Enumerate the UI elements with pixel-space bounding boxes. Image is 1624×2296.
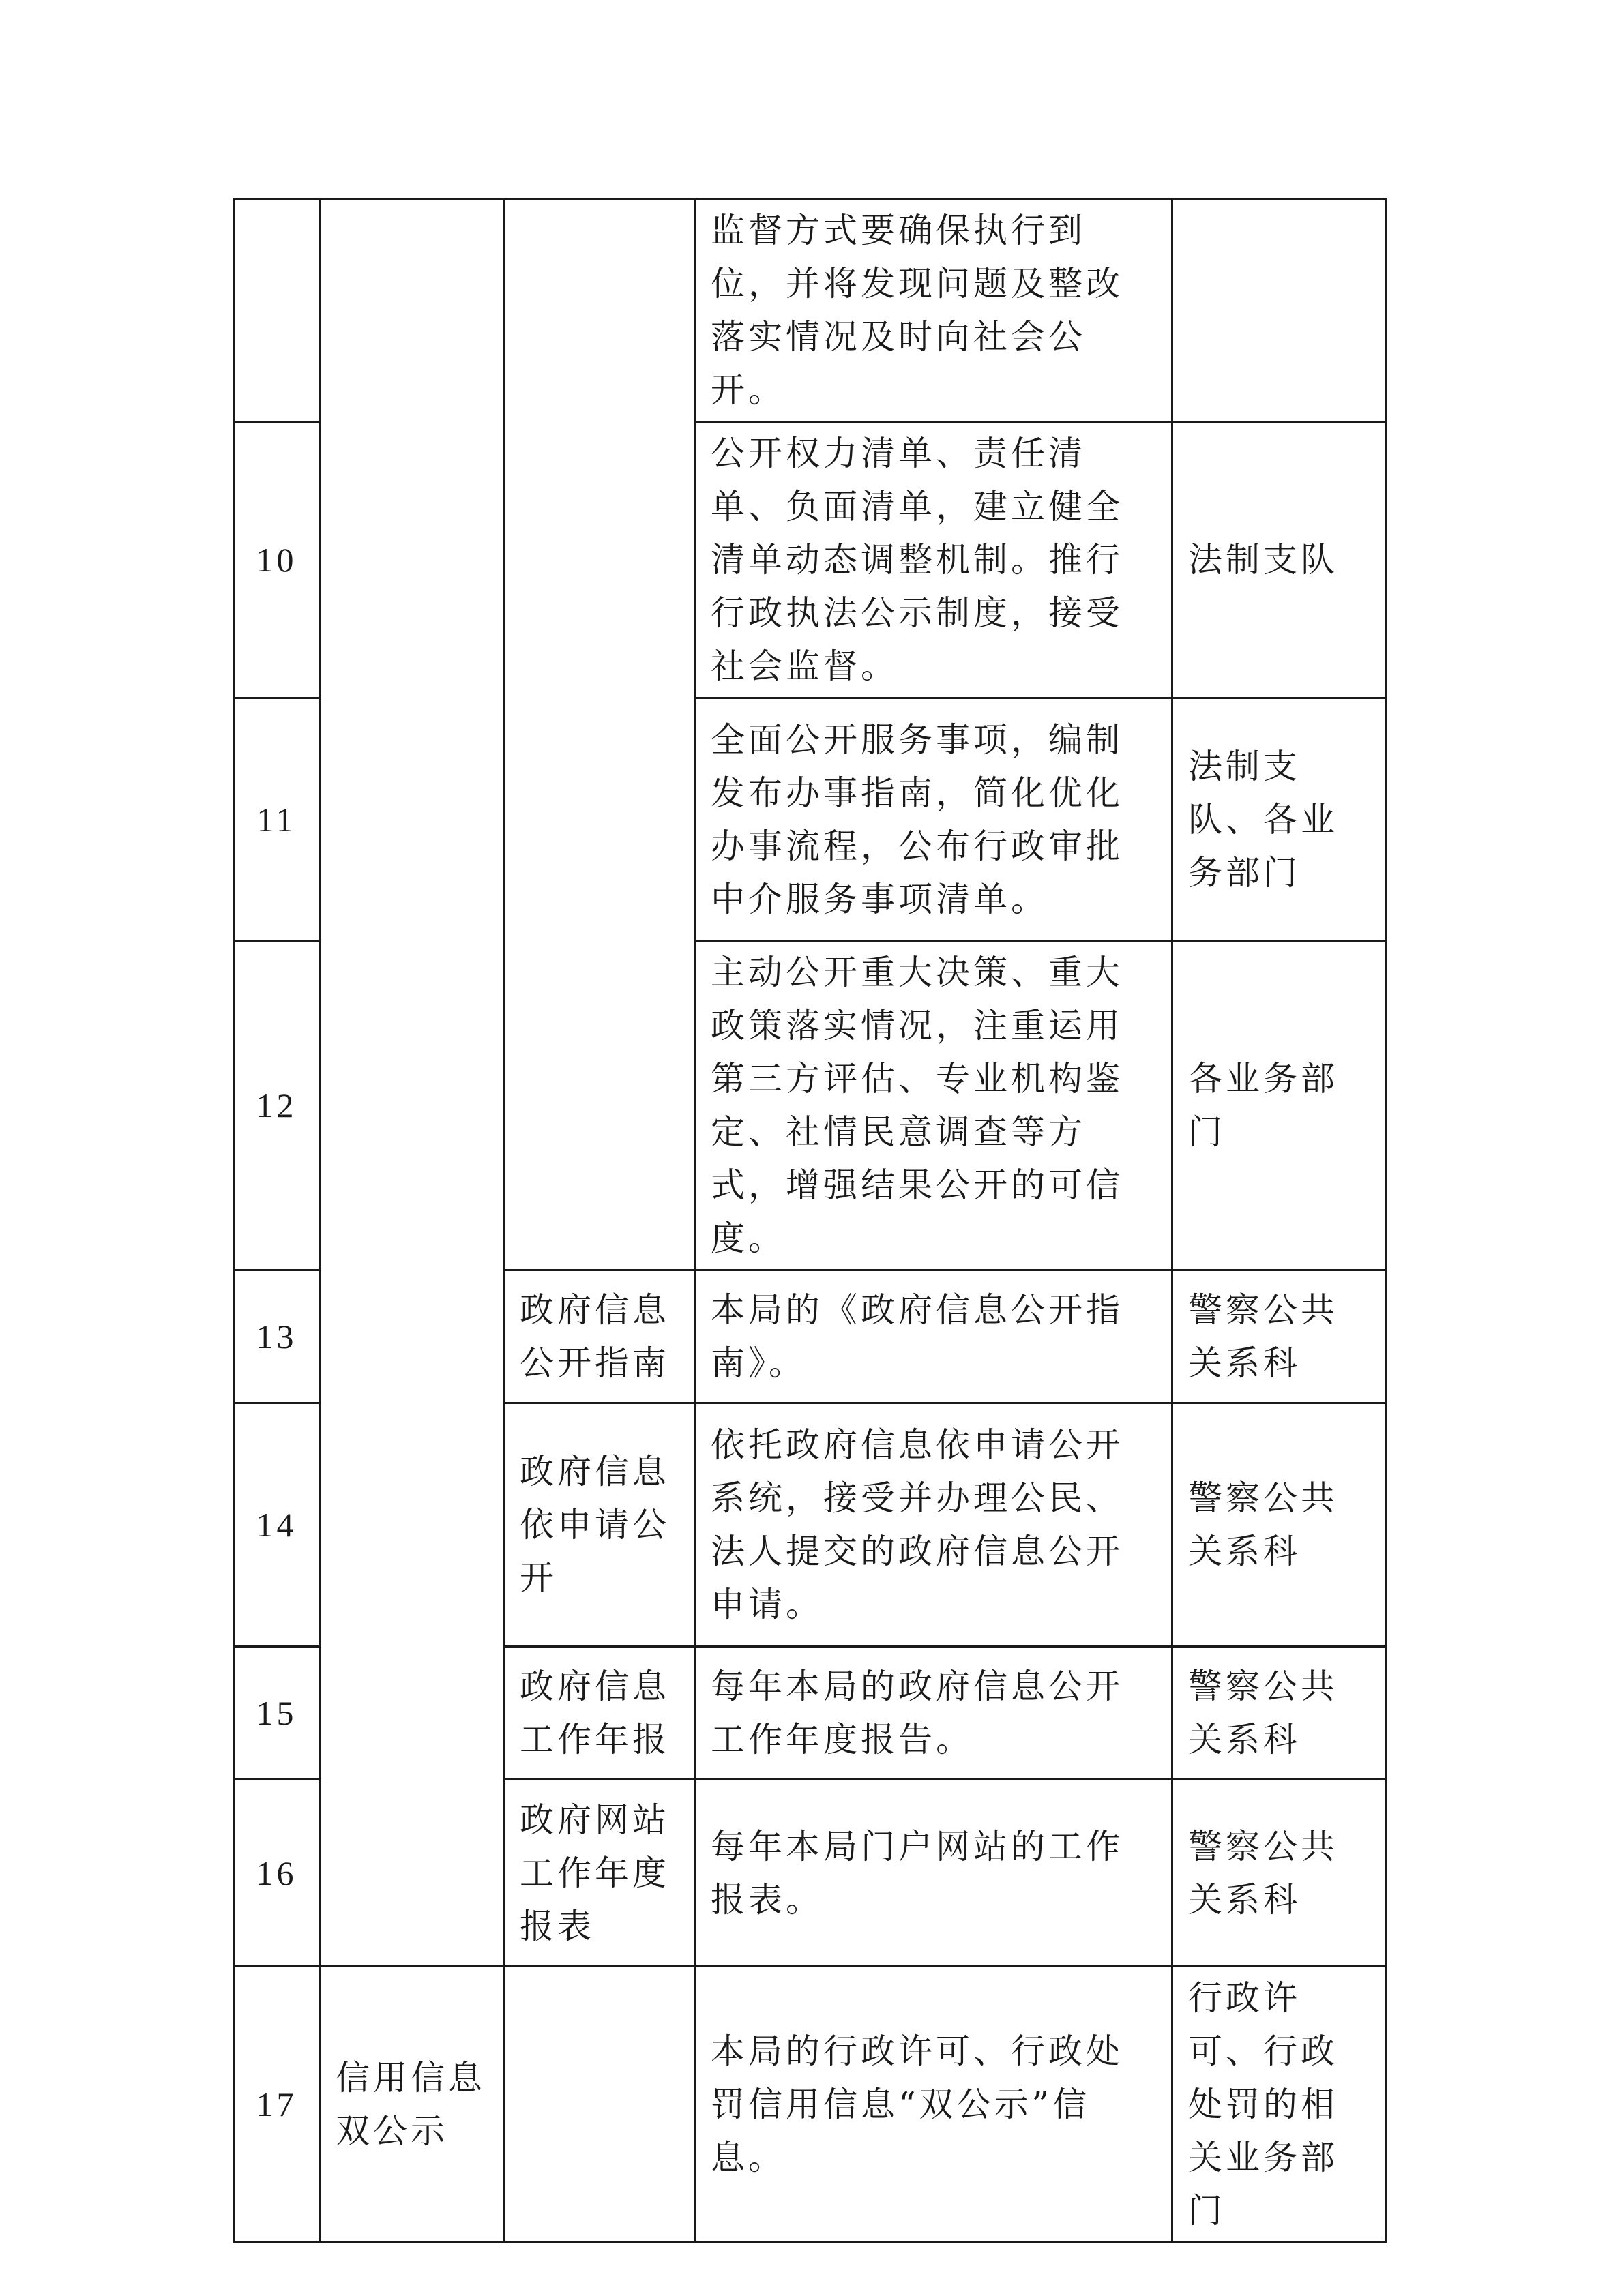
- department-cell: [1172, 199, 1387, 422]
- table-row: [234, 199, 1387, 422]
- content-cell: 本局的《政府信息公开指南》。: [695, 1270, 1172, 1403]
- content-cell: 依托政府信息依申请公开系统，接受并办理公民、法人提交的政府信息公开申请。: [695, 1403, 1172, 1647]
- table-row: [234, 1967, 1387, 2243]
- subcategory-cell: 政府信息公开指南: [504, 1270, 695, 1403]
- content-cell: 监督方式要确保执行到位，并将发现问题及整改落实情况及时向社会公开。: [695, 199, 1172, 422]
- subcategory-cell: [504, 1967, 695, 2243]
- row-number-cell: 16: [234, 1780, 320, 1967]
- department-cell: 法制支队、各业务部门: [1172, 698, 1387, 941]
- content-cell: 本局的行政许可、行政处罚信用信息“双公示”信息。: [695, 1967, 1172, 2243]
- content-cell: 每年本局门户网站的工作报表。: [695, 1780, 1172, 1967]
- content-cell: 每年本局的政府信息公开工作年度报告。: [695, 1647, 1172, 1780]
- department-cell: 警察公共关系科: [1172, 1647, 1387, 1780]
- row-number-cell: 15: [234, 1647, 320, 1780]
- content-cell: 公开权力清单、责任清单、负面清单，建立健全清单动态调整机制。推行行政执法公示制度，接受社会监督。: [695, 422, 1172, 698]
- department-cell: 警察公共关系科: [1172, 1403, 1387, 1647]
- disclosure-table: [233, 198, 1387, 2243]
- department-cell: 警察公共关系科: [1172, 1780, 1387, 1967]
- department-cell: 行政许可、行政处罚的相关业务部门: [1172, 1967, 1387, 2243]
- department-cell: 警察公共关系科: [1172, 1270, 1387, 1403]
- content-cell: 全面公开服务事项，编制发布办事指南，简化优化办事流程，公布行政审批中介服务事项清单。: [695, 698, 1172, 941]
- subcategory-cell: 政府网站工作年度报表: [504, 1780, 695, 1967]
- row-number-cell: 13: [234, 1270, 320, 1403]
- category-cell: [320, 199, 504, 1967]
- department-cell: 法制支队: [1172, 422, 1387, 698]
- subcategory-cell: 政府信息依申请公开: [504, 1403, 695, 1647]
- category-cell: 信用信息双公示: [320, 1967, 504, 2243]
- row-number-cell: 17: [234, 1967, 320, 2243]
- department-cell: 各业务部门: [1172, 941, 1387, 1270]
- content-cell: 主动公开重大决策、重大政策落实情况，注重运用第三方评估、专业机构鉴定、社情民意调查等方式，增强结果公开的可信度。: [695, 941, 1172, 1270]
- row-number-cell: 11: [234, 698, 320, 941]
- row-number-cell: 10: [234, 422, 320, 698]
- row-number-cell: 14: [234, 1403, 320, 1647]
- subcategory-cell: [504, 199, 695, 1270]
- row-number-cell: 12: [234, 941, 320, 1270]
- row-number-cell: [234, 199, 320, 422]
- subcategory-cell: 政府信息工作年报: [504, 1647, 695, 1780]
